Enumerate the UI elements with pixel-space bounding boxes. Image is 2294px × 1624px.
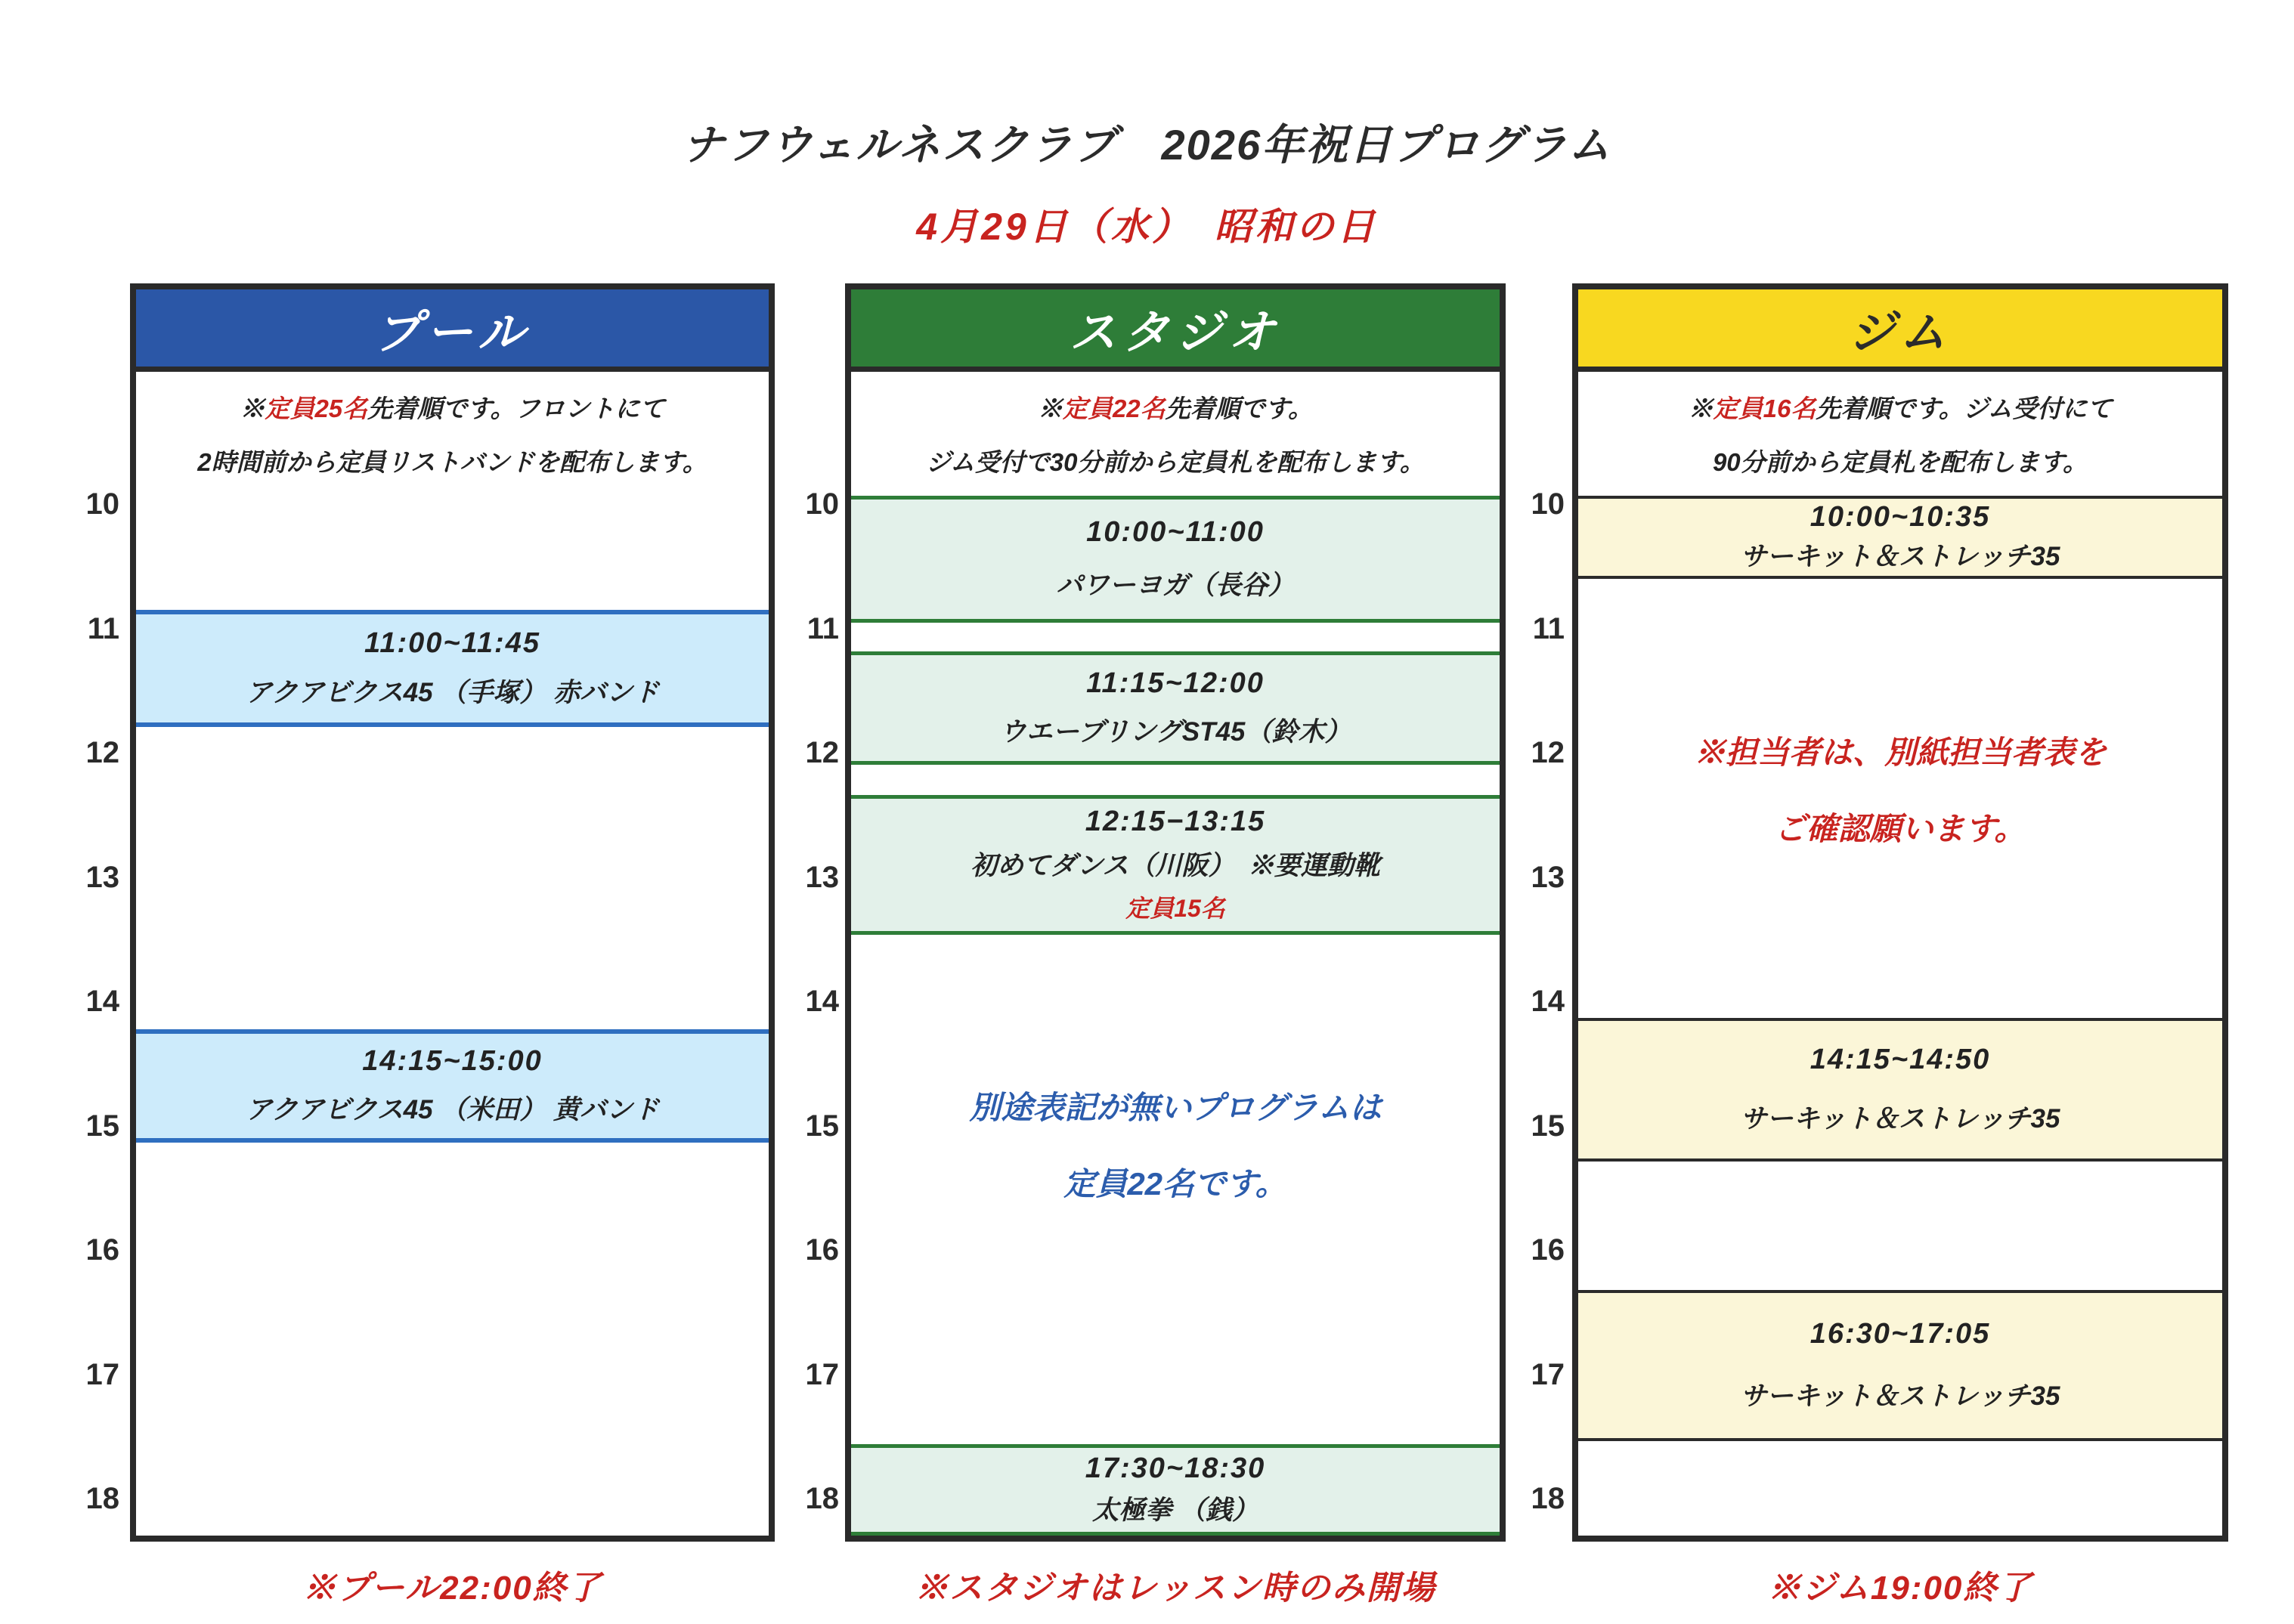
- hour-label: 13: [805, 861, 839, 894]
- event-block: [851, 651, 1500, 765]
- event-time: 11:15~12:00: [1086, 667, 1265, 699]
- event-time: 17:30~18:30: [1085, 1452, 1266, 1484]
- hour-label: 18: [805, 1482, 839, 1515]
- mid-note-line: 別途表記が無いプログラムは: [969, 1090, 1382, 1125]
- column-studio: [805, 283, 1506, 1609]
- event-name: ウエーブリングST45（鈴木）: [999, 717, 1351, 747]
- column-header-label: プール: [374, 306, 531, 359]
- column-pool: [85, 283, 775, 1609]
- hour-label: 16: [805, 1233, 839, 1267]
- event-time: 14:15~14:50: [1810, 1043, 1991, 1075]
- hour-label: 17: [85, 1358, 119, 1391]
- column-footer: ※ジム19:00終了: [1767, 1570, 2033, 1607]
- hour-label: 18: [1531, 1482, 1565, 1515]
- hour-label: 18: [85, 1482, 119, 1515]
- note-mark: ※: [240, 394, 265, 423]
- column-header-label: ジム: [1848, 306, 1952, 359]
- hour-label: 11: [87, 612, 119, 645]
- note-line-1: [1038, 389, 1313, 425]
- event-time: 16:30~17:05: [1810, 1318, 1991, 1350]
- note-capacity: 定員16名: [1713, 394, 1816, 423]
- note-line-2: 2時間前から定員リストバンドを配布します。: [197, 447, 707, 476]
- event-name: アクアビクス45 （米田） 黄バンド: [246, 1095, 659, 1124]
- event-name: 太極拳 （銭）: [1092, 1496, 1258, 1525]
- page-title: ナフウェルネスクラブ 2026年祝日プログラム: [682, 121, 1612, 169]
- column-header-label: スタジオ: [1069, 306, 1281, 359]
- column-note: [136, 372, 769, 496]
- note-line-2: ジム受付で30分前から定員札を配布します。: [926, 447, 1425, 476]
- column-note: [1578, 372, 2222, 496]
- event-block: [851, 496, 1500, 623]
- note-rest: 先着順です。: [1165, 394, 1314, 423]
- hour-label: 14: [85, 985, 119, 1018]
- column-box: [130, 283, 775, 1542]
- note-capacity: 定員25名: [265, 394, 368, 423]
- hour-label: 10: [1531, 487, 1565, 521]
- date-heading: 4月29日（水） 昭和の日: [916, 206, 1378, 248]
- hour-label: 15: [85, 1109, 119, 1143]
- column-footer: ※スタジオはレッスン時のみ開場: [915, 1570, 1436, 1607]
- event-time: 10:00~11:00: [1086, 515, 1265, 548]
- schedule-grid: [1578, 496, 2222, 1536]
- event-block: [136, 610, 769, 727]
- note-mark: ※: [1037, 394, 1063, 423]
- column-header: [1578, 289, 2222, 372]
- column-footer: ※プール22:00終了: [302, 1570, 602, 1607]
- note-rest: 先着順です。ジム受付にて: [1816, 394, 2113, 423]
- note-line-2: 90分前から定員札を配布します。: [1712, 447, 2088, 476]
- event-block: [1578, 496, 2222, 579]
- event-block: [1578, 1018, 2222, 1162]
- event-time: 12:15−13:15: [1085, 806, 1266, 837]
- column-box: [1572, 283, 2228, 1542]
- hour-label: 16: [85, 1233, 119, 1267]
- hour-label: 11: [1532, 612, 1565, 645]
- event-block: [851, 1444, 1500, 1536]
- hour-label: 14: [805, 985, 839, 1018]
- mid-note-line: ご確認願います。: [1774, 810, 2026, 846]
- hour-label: 12: [1531, 736, 1565, 769]
- hour-label: 17: [1531, 1358, 1565, 1391]
- hour-label: 13: [85, 861, 119, 894]
- note-mark: ※: [1688, 394, 1714, 423]
- event-time: 10:00~10:35: [1810, 501, 1991, 533]
- hour-label: 14: [1531, 985, 1565, 1018]
- mid-note: [851, 1070, 1500, 1223]
- column-header: [851, 289, 1500, 372]
- event-time: 11:00~11:45: [364, 626, 540, 659]
- note-rest: 先着順です。フロントにて: [367, 394, 665, 423]
- column-box: [845, 283, 1506, 1542]
- event-block: [1578, 1290, 2222, 1441]
- event-name: パワーヨガ（長谷）: [1056, 571, 1295, 601]
- event-name: サーキット＆ストレッチ35: [1740, 1381, 2060, 1411]
- event-block: [136, 1029, 769, 1143]
- event-name: サーキット＆ストレッチ35: [1740, 542, 2060, 571]
- hour-label: 13: [1531, 861, 1565, 894]
- event-name: サーキット＆ストレッチ35: [1740, 1104, 2060, 1134]
- mid-note: [1578, 715, 2222, 868]
- column-note: [851, 372, 1500, 496]
- hour-label: 15: [1531, 1109, 1565, 1143]
- hour-label: 12: [805, 736, 839, 769]
- hour-label: 10: [85, 487, 119, 521]
- hour-label: 16: [1531, 1233, 1565, 1267]
- mid-note-line: ※担当者は、別紙担当者表を: [1693, 735, 2107, 770]
- mid-note-line: 定員22名です。: [1063, 1165, 1287, 1202]
- event-time: 14:15~15:00: [362, 1045, 543, 1077]
- hour-label: 12: [85, 736, 119, 769]
- note-line-1: [240, 389, 664, 425]
- column-header: [136, 289, 769, 372]
- schedule-grid: [136, 496, 769, 1536]
- event-block: [851, 795, 1500, 935]
- column-gym: [1531, 283, 2228, 1609]
- hour-label: 15: [805, 1109, 839, 1143]
- schedule-grid: [851, 496, 1500, 1536]
- event-name: アクアビクス45 （手塚） 赤バンド: [246, 678, 659, 708]
- hour-label: 17: [805, 1358, 839, 1391]
- hour-label: 10: [805, 487, 839, 521]
- note-capacity: 定員22名: [1062, 394, 1166, 423]
- event-name: 初めてダンス（川阪） ※要運動靴: [971, 851, 1380, 880]
- event-capacity-note: 定員15名: [1125, 895, 1225, 922]
- note-line-1: [1689, 389, 2113, 425]
- hour-label: 11: [806, 612, 839, 645]
